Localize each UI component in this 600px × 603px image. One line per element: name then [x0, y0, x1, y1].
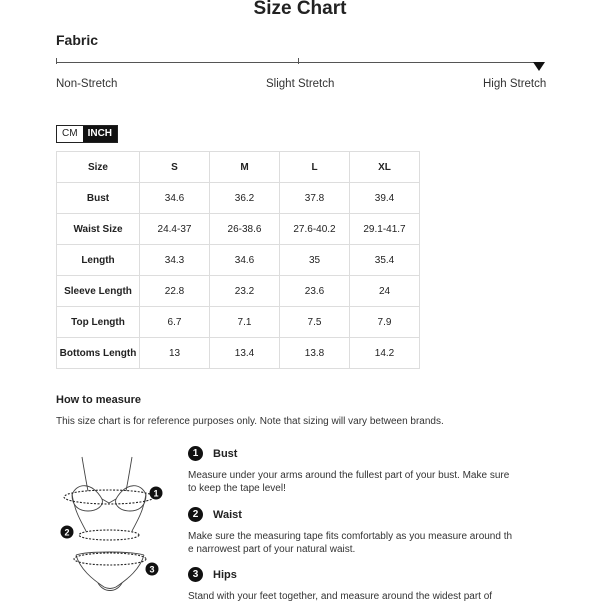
stretch-marker-icon	[533, 62, 545, 71]
number-1-icon: 1	[188, 446, 203, 461]
measure-item-waist	[188, 507, 514, 556]
table-row	[57, 183, 420, 214]
measure-desc-waist: Make sure the measuring tape fits comfortably as you measure around the narrowest part of your natural waist.	[188, 531, 513, 555]
table-row	[57, 214, 420, 245]
table-cell: 22.8	[140, 276, 210, 307]
row-label-waist: Waist Size	[57, 214, 140, 245]
table-cell: 26-38.6	[210, 214, 280, 245]
table-header-row	[57, 152, 420, 183]
measure-label-bust: Bust	[213, 447, 238, 460]
table-cell: 39.4	[350, 183, 420, 214]
measurement-illustration	[58, 455, 170, 600]
table-row	[57, 307, 420, 338]
table-cell: 37.8	[280, 183, 350, 214]
stretch-label-non-stretch: Non-Stretch	[56, 78, 118, 90]
stretch-tick-non-stretch	[56, 58, 57, 64]
header-s: S	[140, 152, 210, 183]
marker-3-label: 3	[149, 564, 155, 575]
stretch-tick-slight-stretch	[298, 58, 299, 64]
marker-3-icon	[146, 563, 159, 576]
table-cell: 13.8	[280, 338, 350, 369]
table-cell: 34.6	[210, 245, 280, 276]
header-xl: XL	[350, 152, 420, 183]
table-row	[57, 245, 420, 276]
table-cell: 24	[350, 276, 420, 307]
measure-item-bust	[188, 446, 514, 495]
table-cell: 24.4-37	[140, 214, 210, 245]
table-cell: 34.3	[140, 245, 210, 276]
measure-desc-bust: Measure under your arms around the fullest part of your bust. Make sure to keep the tape level!	[188, 470, 510, 494]
table-cell: 23.6	[280, 276, 350, 307]
measure-item-hips	[188, 567, 514, 603]
table-cell: 6.7	[140, 307, 210, 338]
table-cell: 7.1	[210, 307, 280, 338]
table-cell: 13.4	[210, 338, 280, 369]
row-label-bust: Bust	[57, 183, 140, 214]
header-m: M	[210, 152, 280, 183]
number-3-icon: 3	[188, 567, 203, 582]
header-size: Size	[57, 152, 140, 183]
fabric-label: Fabric	[56, 32, 99, 48]
measure-label-hips: Hips	[213, 568, 237, 581]
table-cell: 29.1-41.7	[350, 214, 420, 245]
table-row	[57, 338, 420, 369]
measure-desc-hips: Stand with your feet together, and measure around the widest part of	[188, 591, 493, 602]
marker-2-icon	[61, 526, 74, 539]
how-to-measure-title: How to measure	[56, 394, 141, 406]
table-cell: 23.2	[210, 276, 280, 307]
measure-label-waist: Waist	[213, 508, 242, 521]
marker-1-label: 1	[153, 488, 159, 499]
unit-cm-button[interactable]: CM	[57, 126, 83, 142]
row-label-top-length: Top Length	[57, 307, 140, 338]
number-2-icon: 2	[188, 507, 203, 522]
table-cell: 36.2	[210, 183, 280, 214]
stretch-label-slight-stretch: Slight Stretch	[266, 78, 335, 90]
row-label-sleeve-length: Sleeve Length	[57, 276, 140, 307]
table-cell: 35.4	[350, 245, 420, 276]
page-title: Size Chart	[253, 0, 347, 19]
size-table	[56, 151, 420, 369]
table-cell: 35	[280, 245, 350, 276]
table-cell: 14.2	[350, 338, 420, 369]
marker-2-label: 2	[64, 527, 70, 538]
header-l: L	[280, 152, 350, 183]
unit-inch-button[interactable]: INCH	[83, 126, 117, 142]
stretch-label-high-stretch: High Stretch	[483, 78, 547, 90]
table-cell: 13	[140, 338, 210, 369]
row-label-length: Length	[57, 245, 140, 276]
row-label-bottoms-length: Bottoms Length	[57, 338, 140, 369]
table-cell: 27.6-40.2	[280, 214, 350, 245]
marker-1-icon	[150, 487, 163, 500]
table-cell: 7.9	[350, 307, 420, 338]
unit-toggle	[56, 125, 118, 143]
table-cell: 7.5	[280, 307, 350, 338]
table-row	[57, 276, 420, 307]
how-to-measure-note: This size chart is for reference purposes only. Note that sizing will vary between brands.	[56, 416, 444, 427]
table-cell: 34.6	[140, 183, 210, 214]
